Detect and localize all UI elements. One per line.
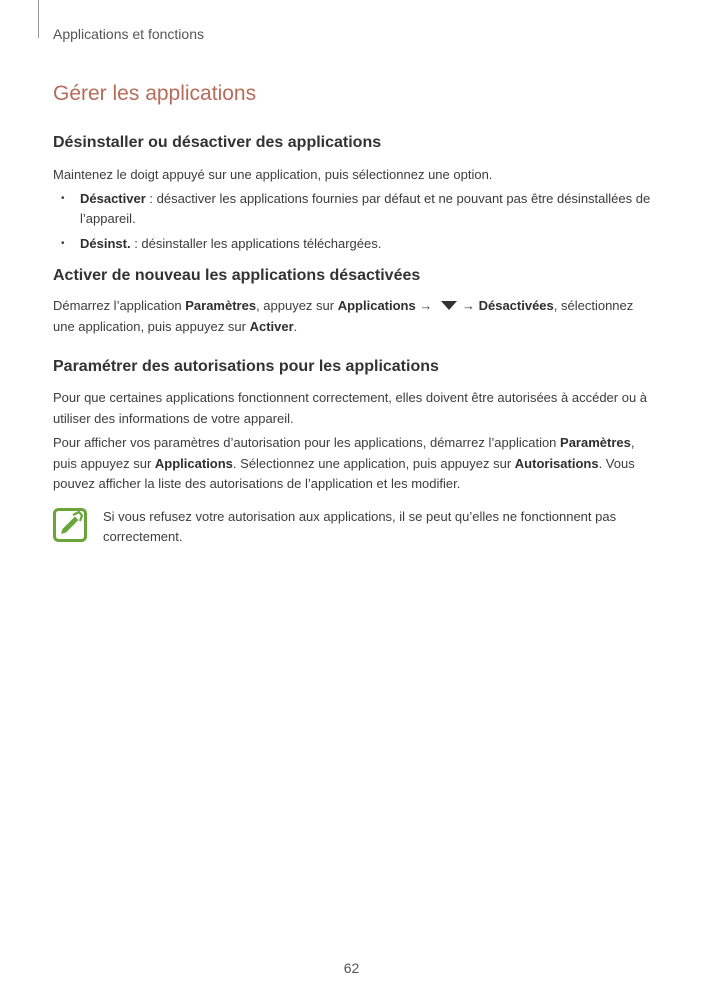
text-fragment: . Sélectionnez une application, puis appuyez sur — [232, 455, 515, 471]
option-term-uninstall: Désinst. — [80, 235, 131, 251]
ui-term-applications: Applications — [337, 298, 416, 313]
ui-term-permissions: Autorisations — [514, 455, 599, 471]
ui-term-applications: Applications — [154, 455, 233, 471]
option-desc-uninstall: : désinstaller les applications téléchargées. — [130, 235, 382, 251]
text-fragment: . — [293, 318, 298, 334]
text-fragment: , appuyez sur — [256, 298, 338, 313]
section-heading-permissions: Paramétrer des autorisations pour les applications — [53, 358, 439, 375]
section-body-reactivate — [53, 296, 653, 337]
section-heading-reactivate: Activer de nouveau les applications désactivées — [53, 267, 421, 284]
section-intro-uninstall: Maintenez le doigt appuyé sur une application, puis sélectionnez une option. — [53, 167, 493, 182]
list-item — [53, 234, 653, 255]
arrow: → — [415, 298, 436, 313]
text-fragment: , puis appuyez sur — [53, 435, 635, 471]
section-body-permissions-1: Pour que certaines applications fonctionnent correctement, elles doivent être autorisées à accéder ou à utiliser des informations de votre appareil. — [53, 390, 648, 426]
text-fragment: Pour afficher vos paramètres d’autorisation pour les applications, démarrez l’application — [53, 435, 561, 450]
arrow: → — [461, 298, 479, 313]
note-pencil-icon — [53, 508, 87, 542]
section-body-permissions-2 — [53, 433, 653, 495]
option-term-disable: Désactiver — [80, 190, 146, 206]
ui-term-activate: Activer — [249, 318, 294, 334]
note-box — [53, 507, 653, 548]
text-fragment: Démarrez l’application — [53, 298, 186, 313]
header-divider — [38, 0, 39, 38]
section-heading-uninstall: Désinstaller ou désactiver des applications — [53, 134, 382, 151]
running-header: Applications et fonctions — [53, 26, 204, 42]
page-title: Gérer les applications — [53, 82, 257, 105]
option-desc-disable: : désactiver les applications fournies par défaut et ne pouvant pas être désinstallées de l’appareil. — [80, 190, 651, 226]
bullet: • — [61, 237, 65, 249]
dropdown-triangle-icon — [441, 301, 457, 310]
ui-term-settings: Paramètres — [185, 298, 257, 313]
options-list — [53, 189, 653, 255]
text-fragment: , sélectionnez une application, puis appuyez sur — [53, 298, 634, 334]
page-number: 62 — [343, 960, 360, 976]
note-text: Si vous refusez votre autorisation aux applications, il se peut qu’elles ne fonctionnent pas correctement. — [103, 508, 617, 544]
text-fragment: . Vous pouvez afficher la liste des autorisations de l’application et les modifier. — [53, 455, 635, 491]
list-item — [53, 189, 653, 230]
ui-term-disabled: Désactivées — [478, 298, 554, 313]
bullet: • — [61, 192, 65, 204]
ui-term-settings: Paramètres — [560, 435, 631, 450]
page-content — [53, 128, 653, 548]
